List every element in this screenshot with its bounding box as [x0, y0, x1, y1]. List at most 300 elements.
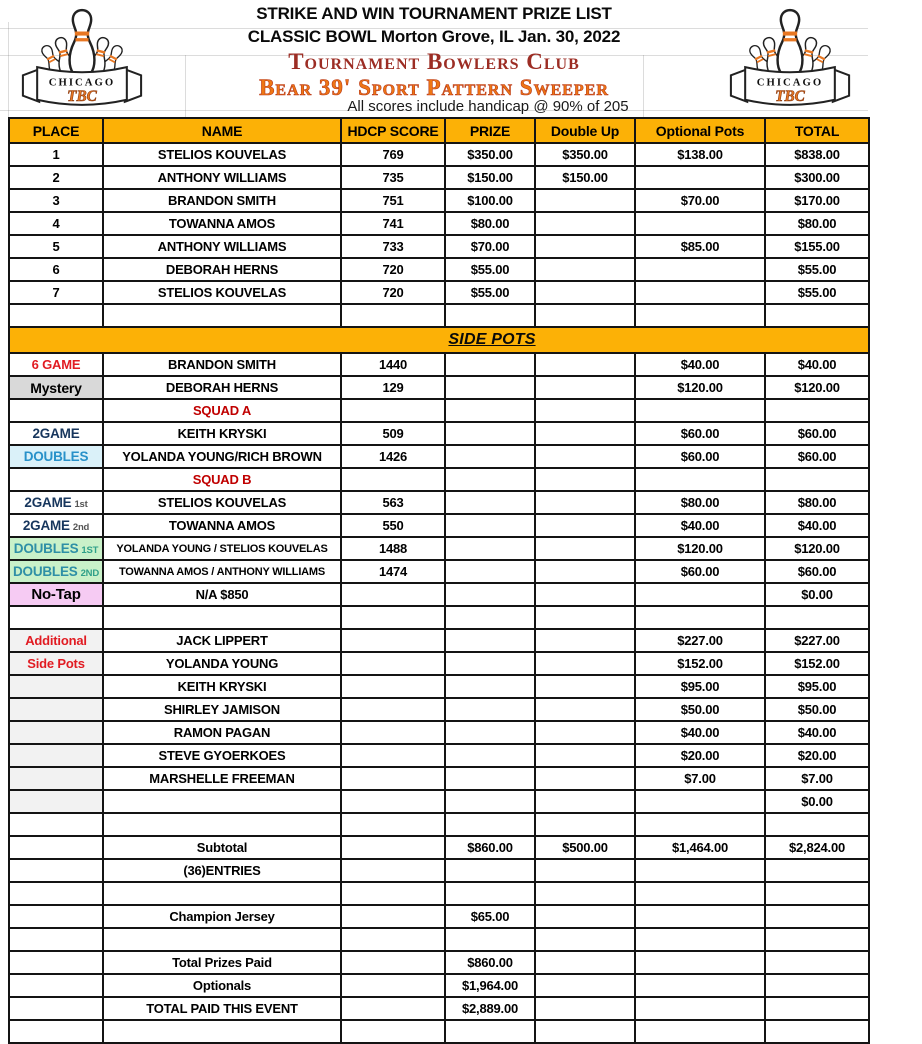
cell-hdcp-score: [341, 675, 445, 698]
cell-name: [103, 304, 341, 327]
cell-prize: [445, 928, 535, 951]
page-header: [0, 0, 868, 117]
cell-hdcp-score: [341, 882, 445, 905]
cell-hdcp-score: 1474: [341, 560, 445, 583]
cell-hdcp-score: 733: [341, 235, 445, 258]
cell-prize: [445, 491, 535, 514]
cell-prize: [445, 698, 535, 721]
page-title: STRIKE AND WIN TOURNAMENT PRIZE LIST: [256, 4, 612, 23]
cell-place: 6 GAME: [9, 353, 103, 376]
cell-optional-pots: [635, 166, 765, 189]
cell-name: TOWANNA AMOS: [103, 514, 341, 537]
cell-prize: [445, 606, 535, 629]
cell-prize: [445, 744, 535, 767]
cell-total: $40.00: [765, 721, 869, 744]
cell-total: $55.00: [765, 281, 869, 304]
cell-total: $120.00: [765, 537, 869, 560]
empty-row: [9, 606, 869, 629]
cell-total: $80.00: [765, 212, 869, 235]
cell-optional-pots: [635, 790, 765, 813]
cell-place: [9, 468, 103, 491]
cell-optional-pots: $85.00: [635, 235, 765, 258]
place-sub-label: 1ST: [81, 545, 99, 556]
cell-name: SHIRLEY JAMISON: [103, 698, 341, 721]
empty-row: [9, 304, 869, 327]
prize-table-body: [9, 118, 869, 1043]
cell-optional-pots: [635, 905, 765, 928]
cell-double-up: [535, 189, 635, 212]
cell-name: YOLANDA YOUNG / STELIOS KOUVELAS: [103, 537, 341, 560]
cell-prize: [445, 304, 535, 327]
cell-place: [9, 997, 103, 1020]
cell-name: KEITH KRYSKI: [103, 675, 341, 698]
cell-name: Total Prizes Paid: [103, 951, 341, 974]
cell-optional-pots: [635, 468, 765, 491]
cell-total: $60.00: [765, 422, 869, 445]
cell-place: 6: [9, 258, 103, 281]
cell-hdcp-score: [341, 790, 445, 813]
cell-double-up: [535, 721, 635, 744]
table-row: [9, 514, 869, 537]
cell-double-up: $500.00: [535, 836, 635, 859]
cell-prize: [445, 767, 535, 790]
cell-double-up: [535, 281, 635, 304]
cell-place: 1: [9, 143, 103, 166]
cell-optional-pots: [635, 882, 765, 905]
cell-hdcp-score: [341, 583, 445, 606]
cell-hdcp-score: [341, 974, 445, 997]
cell-name: [103, 928, 341, 951]
cell-total: $2,824.00: [765, 836, 869, 859]
cell-double-up: [535, 652, 635, 675]
table-row: [9, 399, 869, 422]
cell-prize: $65.00: [445, 905, 535, 928]
table-row: [9, 767, 869, 790]
cell-place: DOUBLES: [9, 445, 103, 468]
cell-place: 2GAME: [9, 422, 103, 445]
cell-name: KEITH KRYSKI: [103, 422, 341, 445]
cell-total: $838.00: [765, 143, 869, 166]
table-row: [9, 143, 869, 166]
logo-city-text: CHICAGO: [48, 76, 116, 89]
cell-double-up: [535, 353, 635, 376]
table-row: [9, 445, 869, 468]
table-row: [9, 698, 869, 721]
cell-place: 2GAME 1st: [9, 491, 103, 514]
table-row: [9, 652, 869, 675]
cell-place: [9, 767, 103, 790]
cell-place: 5: [9, 235, 103, 258]
cell-optional-pots: [635, 281, 765, 304]
handicap-note: All scores include handicap @ 90% of 205: [347, 98, 629, 115]
cell-place: [9, 859, 103, 882]
cell-name: BRANDON SMITH: [103, 353, 341, 376]
place-sub-label: 2ND: [80, 568, 99, 579]
cell-optional-pots: $95.00: [635, 675, 765, 698]
cell-total: $40.00: [765, 353, 869, 376]
cell-prize: [445, 882, 535, 905]
cell-double-up: [535, 905, 635, 928]
cell-place: DOUBLES 1ST: [9, 537, 103, 560]
cell-total: $20.00: [765, 744, 869, 767]
cell-name: [103, 1020, 341, 1043]
cell-optional-pots: [635, 304, 765, 327]
cell-place: [9, 304, 103, 327]
cell-optional-pots: $138.00: [635, 143, 765, 166]
cell-total: $120.00: [765, 376, 869, 399]
cell-name: STELIOS KOUVELAS: [103, 491, 341, 514]
cell-place: 3: [9, 189, 103, 212]
cell-place: [9, 928, 103, 951]
cell-prize: $150.00: [445, 166, 535, 189]
cell-total: [765, 974, 869, 997]
logo-city-text: CHICAGO: [756, 76, 824, 89]
cell-double-up: [535, 698, 635, 721]
cell-name: JACK LIPPERT: [103, 629, 341, 652]
table-row: [9, 189, 869, 212]
cell-total: [765, 997, 869, 1020]
cell-double-up: [535, 790, 635, 813]
cell-place: [9, 606, 103, 629]
place-sub-label: 2nd: [72, 522, 90, 533]
cell-prize: $100.00: [445, 189, 535, 212]
table-row: [9, 422, 869, 445]
cell-name: [103, 882, 341, 905]
cell-hdcp-score: [341, 744, 445, 767]
cell-total: $227.00: [765, 629, 869, 652]
table-row: [9, 166, 869, 189]
cell-hdcp-score: 735: [341, 166, 445, 189]
col-header-double: Double Up: [535, 118, 635, 143]
cell-prize: $70.00: [445, 235, 535, 258]
cell-prize: $80.00: [445, 212, 535, 235]
cell-double-up: [535, 813, 635, 836]
cell-name: [103, 606, 341, 629]
cell-place: [9, 905, 103, 928]
cell-hdcp-score: [341, 698, 445, 721]
col-header-total: TOTAL: [765, 118, 869, 143]
table-row: [9, 721, 869, 744]
side-pots-band: [9, 327, 869, 353]
cell-prize: $2,889.00: [445, 997, 535, 1020]
cell-hdcp-score: [341, 928, 445, 951]
cell-double-up: [535, 445, 635, 468]
cell-double-up: [535, 376, 635, 399]
cell-optional-pots: [635, 974, 765, 997]
cell-hdcp-score: [341, 767, 445, 790]
cell-place: [9, 836, 103, 859]
cell-optional-pots: $1,464.00: [635, 836, 765, 859]
cell-total: $95.00: [765, 675, 869, 698]
cell-name: [103, 813, 341, 836]
cell-place: [9, 813, 103, 836]
cell-hdcp-score: 1440: [341, 353, 445, 376]
cell-optional-pots: $60.00: [635, 422, 765, 445]
cell-hdcp-score: 129: [341, 376, 445, 399]
cell-place: [9, 790, 103, 813]
cell-hdcp-score: [341, 836, 445, 859]
cell-total: $7.00: [765, 767, 869, 790]
cell-hdcp-score: 741: [341, 212, 445, 235]
cell-total: [765, 951, 869, 974]
col-header-hdcp: HDCP SCORE: [341, 118, 445, 143]
col-header-prize: PRIZE: [445, 118, 535, 143]
cell-optional-pots: $152.00: [635, 652, 765, 675]
cell-total: $60.00: [765, 445, 869, 468]
cell-total: [765, 813, 869, 836]
cell-double-up: [535, 767, 635, 790]
cell-double-up: $150.00: [535, 166, 635, 189]
cell-place: [9, 721, 103, 744]
cell-double-up: [535, 744, 635, 767]
cell-hdcp-score: 769: [341, 143, 445, 166]
cell-place: 4: [9, 212, 103, 235]
cell-name: Subtotal: [103, 836, 341, 859]
cell-hdcp-score: 563: [341, 491, 445, 514]
table-row: [9, 859, 869, 882]
cell-name: TOWANNA AMOS / ANTHONY WILLIAMS: [103, 560, 341, 583]
cell-optional-pots: [635, 212, 765, 235]
cell-name: SQUAD A: [103, 399, 341, 422]
cell-total: [765, 882, 869, 905]
table-row: [9, 258, 869, 281]
cell-name: [103, 790, 341, 813]
cell-double-up: [535, 928, 635, 951]
cell-prize: [445, 721, 535, 744]
cell-total: [765, 905, 869, 928]
col-header-pots: Optional Pots: [635, 118, 765, 143]
cell-double-up: [535, 212, 635, 235]
cell-place: Additional: [9, 629, 103, 652]
cell-total: [765, 304, 869, 327]
side-pots-band-cell: [9, 327, 869, 353]
table-row: [9, 353, 869, 376]
cell-hdcp-score: [341, 859, 445, 882]
cell-double-up: [535, 258, 635, 281]
cell-total: $152.00: [765, 652, 869, 675]
cell-optional-pots: [635, 951, 765, 974]
cell-optional-pots: [635, 399, 765, 422]
cell-place: [9, 882, 103, 905]
cell-optional-pots: $120.00: [635, 376, 765, 399]
cell-optional-pots: [635, 258, 765, 281]
empty-row: [9, 1020, 869, 1043]
cell-place: 2GAME 2nd: [9, 514, 103, 537]
cell-hdcp-score: 1426: [341, 445, 445, 468]
place-sub-label: 1st: [74, 499, 88, 510]
cell-total: [765, 928, 869, 951]
cell-place: [9, 974, 103, 997]
cell-prize: [445, 445, 535, 468]
cell-hdcp-score: [341, 1020, 445, 1043]
cell-prize: [445, 1020, 535, 1043]
cell-total: [765, 1020, 869, 1043]
cell-double-up: [535, 629, 635, 652]
logo-abbr-text: TBC: [775, 87, 805, 105]
prize-table: [8, 117, 870, 1044]
club-name: Tournament Bowlers Club: [288, 49, 580, 74]
table-row: [9, 836, 869, 859]
cell-total: $40.00: [765, 514, 869, 537]
empty-row: [9, 882, 869, 905]
cell-double-up: [535, 1020, 635, 1043]
cell-optional-pots: [635, 606, 765, 629]
cell-total: $0.00: [765, 790, 869, 813]
cell-hdcp-score: [341, 399, 445, 422]
cell-prize: [445, 629, 535, 652]
cell-double-up: [535, 859, 635, 882]
cell-double-up: [535, 606, 635, 629]
cell-optional-pots: [635, 813, 765, 836]
cell-optional-pots: $40.00: [635, 353, 765, 376]
table-row: [9, 537, 869, 560]
table-row: [9, 235, 869, 258]
cell-total: $155.00: [765, 235, 869, 258]
cell-prize: $55.00: [445, 281, 535, 304]
table-row: [9, 974, 869, 997]
cell-place: No-Tap: [9, 583, 103, 606]
cell-place: [9, 951, 103, 974]
table-row: [9, 376, 869, 399]
empty-row: [9, 928, 869, 951]
cell-optional-pots: $50.00: [635, 698, 765, 721]
cell-prize: [445, 376, 535, 399]
cell-double-up: [535, 882, 635, 905]
table-row: [9, 905, 869, 928]
cell-total: $80.00: [765, 491, 869, 514]
side-pots-title: SIDE POTS: [448, 331, 536, 348]
cell-total: $50.00: [765, 698, 869, 721]
cell-prize: [445, 560, 535, 583]
cell-total: [765, 399, 869, 422]
table-row: [9, 583, 869, 606]
cell-place: [9, 399, 103, 422]
cell-hdcp-score: [341, 813, 445, 836]
cell-hdcp-score: 550: [341, 514, 445, 537]
cell-prize: $1,964.00: [445, 974, 535, 997]
table-header-row: [9, 118, 869, 143]
cell-double-up: [535, 675, 635, 698]
cell-hdcp-score: [341, 468, 445, 491]
cell-prize: [445, 468, 535, 491]
cell-total: [765, 606, 869, 629]
event-name: Bear 39' Sport Pattern Sweeper: [259, 75, 609, 100]
cell-hdcp-score: [341, 652, 445, 675]
cell-place: [9, 744, 103, 767]
cell-prize: [445, 859, 535, 882]
cell-total: $170.00: [765, 189, 869, 212]
cell-place: Mystery: [9, 376, 103, 399]
cell-prize: [445, 514, 535, 537]
cell-hdcp-score: 720: [341, 258, 445, 281]
cell-name: STELIOS KOUVELAS: [103, 143, 341, 166]
table-row: [9, 281, 869, 304]
cell-double-up: [535, 951, 635, 974]
cell-optional-pots: $227.00: [635, 629, 765, 652]
cell-prize: $350.00: [445, 143, 535, 166]
cell-optional-pots: $20.00: [635, 744, 765, 767]
cell-name: (36)ENTRIES: [103, 859, 341, 882]
cell-optional-pots: $60.00: [635, 445, 765, 468]
cell-hdcp-score: [341, 606, 445, 629]
cell-double-up: $350.00: [535, 143, 635, 166]
cell-prize: [445, 537, 535, 560]
cell-double-up: [535, 491, 635, 514]
cell-name: MARSHELLE FREEMAN: [103, 767, 341, 790]
cell-name: TOTAL PAID THIS EVENT: [103, 997, 341, 1020]
cell-hdcp-score: 720: [341, 281, 445, 304]
cell-hdcp-score: [341, 721, 445, 744]
cell-optional-pots: $7.00: [635, 767, 765, 790]
cell-name: RAMON PAGAN: [103, 721, 341, 744]
cell-optional-pots: $70.00: [635, 189, 765, 212]
cell-prize: [445, 353, 535, 376]
table-row: [9, 560, 869, 583]
cell-total: $60.00: [765, 560, 869, 583]
cell-name: DEBORAH HERNS: [103, 258, 341, 281]
table-row: [9, 997, 869, 1020]
cell-double-up: [535, 468, 635, 491]
empty-row: [9, 813, 869, 836]
cell-name: DEBORAH HERNS: [103, 376, 341, 399]
cell-total: $55.00: [765, 258, 869, 281]
cell-total: $300.00: [765, 166, 869, 189]
table-row: [9, 790, 869, 813]
venue-date-line: CLASSIC BOWL Morton Grove, IL Jan. 30, 2022: [247, 27, 621, 46]
cell-name: ANTHONY WILLIAMS: [103, 235, 341, 258]
cell-place: [9, 675, 103, 698]
cell-prize: $860.00: [445, 951, 535, 974]
cell-optional-pots: $80.00: [635, 491, 765, 514]
cell-place: 7: [9, 281, 103, 304]
cell-hdcp-score: 1488: [341, 537, 445, 560]
cell-name: ANTHONY WILLIAMS: [103, 166, 341, 189]
cell-double-up: [535, 304, 635, 327]
cell-hdcp-score: [341, 304, 445, 327]
cell-double-up: [535, 997, 635, 1020]
cell-prize: [445, 422, 535, 445]
cell-hdcp-score: [341, 905, 445, 928]
table-row: [9, 744, 869, 767]
cell-name: SQUAD B: [103, 468, 341, 491]
cell-place: DOUBLES 2ND: [9, 560, 103, 583]
table-row: [9, 675, 869, 698]
cell-place: Side Pots: [9, 652, 103, 675]
table-row: [9, 468, 869, 491]
cell-place: [9, 698, 103, 721]
cell-prize: [445, 790, 535, 813]
cell-optional-pots: $40.00: [635, 514, 765, 537]
cell-total: [765, 859, 869, 882]
cell-hdcp-score: [341, 997, 445, 1020]
table-row: [9, 629, 869, 652]
cell-optional-pots: [635, 928, 765, 951]
cell-prize: [445, 813, 535, 836]
cell-name: BRANDON SMITH: [103, 189, 341, 212]
cell-optional-pots: $60.00: [635, 560, 765, 583]
table-row: [9, 491, 869, 514]
cell-optional-pots: [635, 583, 765, 606]
cell-prize: [445, 652, 535, 675]
col-header-name: NAME: [103, 118, 341, 143]
cell-place: [9, 1020, 103, 1043]
cell-name: Optionals: [103, 974, 341, 997]
cell-optional-pots: [635, 859, 765, 882]
table-row: [9, 212, 869, 235]
cell-double-up: [535, 514, 635, 537]
cell-double-up: [535, 422, 635, 445]
cell-total: $0.00: [765, 583, 869, 606]
